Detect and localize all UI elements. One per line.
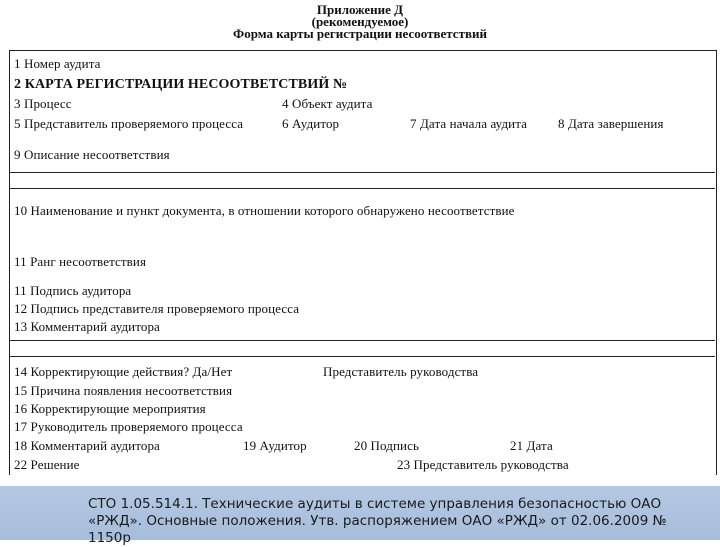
section-divider — [9, 356, 715, 357]
field-auditor-2: 19 Аудитор — [243, 438, 307, 453]
card-heading: 2 КАРТА РЕГИСТРАЦИИ НЕСООТВЕТСТВИЙ № — [14, 77, 348, 92]
appendix-subtitle: (рекомендуемое) — [311, 14, 409, 29]
field-audit-start-date: 7 Дата начала аудита — [410, 116, 528, 131]
field-representative-signature: 12 Подпись представителя проверяемого процесса — [14, 301, 300, 316]
field-signature: 20 Подпись — [354, 438, 419, 453]
field-nonconformity-rank: 11 Ранг несоответствия — [14, 254, 147, 269]
field-auditor-comment-2: 18 Комментарий аудитора — [14, 438, 160, 453]
field-decision: 22 Решение — [14, 457, 80, 472]
field-audit-end-date: 8 Дата завершения — [558, 116, 664, 131]
caption-bar — [0, 486, 720, 546]
fill-line — [9, 340, 715, 341]
fill-line — [9, 172, 715, 173]
field-nonconformity-description: 9 Описание несоответствия — [14, 147, 170, 162]
field-auditor-comment: 13 Комментарий аудитора — [14, 319, 160, 334]
appendix-title: Приложение Д — [316, 2, 404, 17]
field-process-head: 17 Руководитель проверяемого процесса — [14, 419, 243, 434]
field-corrective-measures: 16 Корректирующие мероприятия — [14, 401, 206, 416]
field-auditor-signature: 11 Подпись аудитора — [14, 283, 132, 298]
fill-line — [9, 188, 715, 189]
field-cause: 15 Причина появления несоответствия — [14, 383, 233, 398]
field-audit-number: 1 Номер аудита — [14, 56, 101, 71]
field-management-representative: Представитель руководства — [323, 364, 479, 379]
field-document-reference: 10 Наименование и пункт документа, в отношении которого обнаружено несоответствие — [14, 203, 515, 218]
field-process: 3 Процесс — [14, 96, 72, 111]
field-management-representative-2: 23 Представитель руководства — [397, 457, 569, 472]
field-corrective-actions: 14 Корректирующие действия? Да/Нет — [14, 364, 233, 379]
field-audit-object: 4 Объект аудита — [282, 96, 373, 111]
field-auditor: 6 Аудитор — [282, 116, 340, 131]
field-date: 21 Дата — [510, 438, 553, 453]
form-title: Форма карты регистрации несоответствий — [233, 26, 487, 41]
field-process-representative: 5 Представитель проверяемого процесса — [14, 116, 244, 131]
source-caption: СТО 1.05.514.1. Технические аудиты в системе управления безопасностью ОАО «РЖД». Основные положения. Утв. распоряжением ОАО «РЖД» от 02.06.2009 № 1150р — [88, 496, 667, 546]
